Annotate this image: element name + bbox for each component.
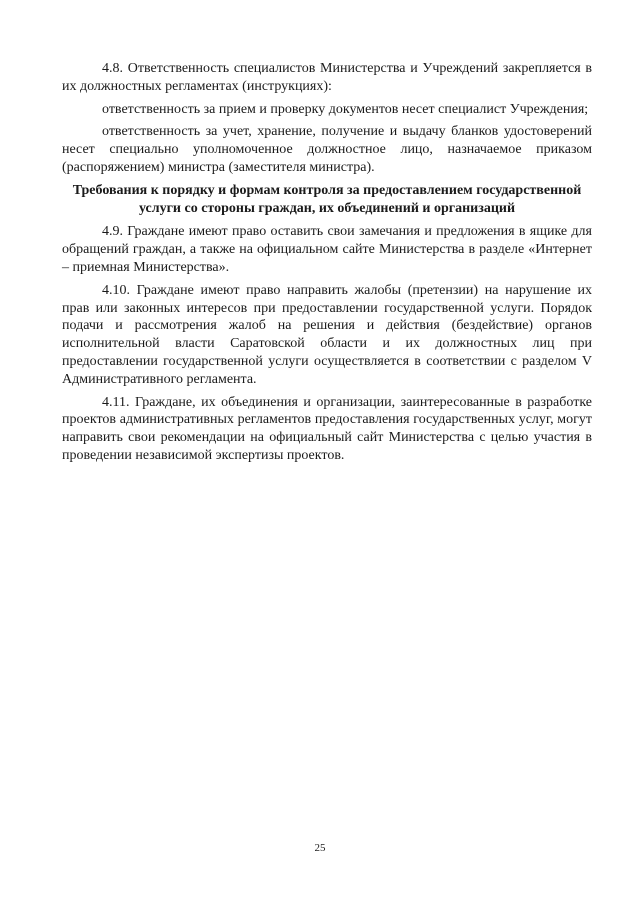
paragraph-4-10: 4.10. Граждане имеют право направить жалобы (претензии) на нарушение их прав или законных интересов при предоставлении государственной услуги. Порядок подачи и рассмотрения жалоб на решения и действия (бездействие) органов исполнительной власти Саратовской области и их должностных лиц при предоставлении государственной услуги осуществляется в соответствии с разделом V Административного регламента.	[62, 282, 592, 387]
paragraph-4-9: 4.9. Граждане имеют право оставить свои замечания и предложения в ящике для обращений граждан, а также на официальном сайте Министерства в разделе «Интернет – приемная Министерства».	[62, 224, 592, 275]
paragraph-4-8-item-2: ответственность за учет, хранение, получение и выдачу бланков удостоверений несет специально уполномоченное должностное лицо, назначаемое приказом (распоряжением) министра (заместителя министра).	[62, 124, 592, 175]
paragraph-4-8-item-1: ответственность за прием и проверку документов несет специалист Учреждения;	[102, 101, 589, 117]
paragraph-4-8: 4.8. Ответственность специалистов Министерства и Учреждений закрепляется в их должностных регламентах (инструкциях):	[62, 61, 592, 94]
section-heading: Требования к порядку и формам контроля за предоставлением государственной услуги со стороны граждан, их объединений и организаций	[72, 182, 582, 216]
page-number: 25	[314, 842, 326, 854]
page-body	[62, 60, 592, 470]
paragraph-4-11: 4.11. Граждане, их объединения и организации, заинтересованные в разработке проектов административных регламентов предоставления государственных услуг, могут направить свои рекомендации на официальный сайт Министерства с целью участия в проведении независимой экспертизы проектов.	[62, 394, 592, 463]
